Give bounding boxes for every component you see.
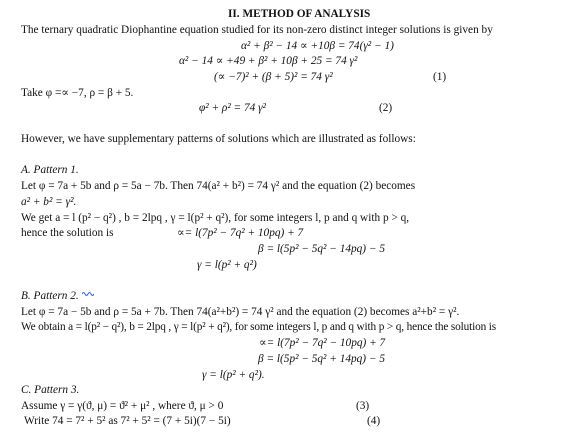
substitution-text: Take φ =∝ −7, ρ = β + 5. [21, 87, 134, 99]
equation-1: α² + β² − 14 ∝ +10β = 74(γ² − 1) [241, 40, 394, 52]
supplementary-paragraph: However, we have supplementary patterns of solutions which are illustrated as follows: [21, 133, 416, 145]
pattern-1-line-1: Let φ = 7a + 5b and ρ = 5a − 7b. Then 74(a² + b²) = 74 γ² and the equation (2) becomes [21, 180, 416, 192]
pattern-1-solution-alpha: ∝= l(7p² − 7q² + 10pq) + 7 [177, 227, 304, 239]
equation-4-number: (2) [379, 102, 393, 114]
pattern-1-solution-gamma: γ = l(p² + q²) [197, 259, 257, 271]
pattern-1-solution-beta: β = l(5p² − 5q² − 14pq) − 5 [258, 243, 385, 255]
pattern-2-solution-beta: β = l(5p² − 5q² + 14pq) − 5 [258, 353, 385, 365]
pattern-1-heading: A. Pattern 1. [21, 164, 79, 176]
pattern-1-line-3: We get a = l (p² − q²) , b = 2lpq , γ = l(p² + q²), for some integers l, p and q with p > q, [21, 212, 410, 224]
equation-3: (∝ −7)² + (β + 5)² = 74 γ² [214, 71, 333, 83]
spellcheck-squiggle [82, 291, 94, 296]
pattern-1-solution-label: hence the solution is [21, 227, 114, 239]
intro-paragraph: The ternary quadratic Diophantine equation studied for its non-zero distinct integer solutions is given by [21, 24, 493, 36]
equation-4-factor-number: (4) [367, 415, 381, 427]
pattern-2-solution-gamma: γ = l(p² + q²). [202, 369, 265, 381]
pattern-2-line-1: Let φ = 7a − 5b and ρ = 5a + 7b. Then 74(a²+b²) = 74 γ² and the equation (2) becomes a²+b² = γ². [21, 306, 460, 318]
equation-2: α² − 14 ∝ +49 + β² + 10β + 25 = 74 γ² [179, 55, 358, 67]
section-heading: II. METHOD OF ANALYSIS [228, 8, 371, 20]
pattern-2-heading: B. Pattern 2. [21, 290, 79, 302]
pattern-1-line-2: a² + b² = γ². [21, 196, 77, 208]
pattern-3-heading: C. Pattern 3. [21, 384, 80, 396]
pattern-3-line-2: Write 74 = 7² + 5² as 7² + 5² = (7 + 5i)(7 − 5i) [24, 415, 231, 427]
pattern-3-line-1: Assume γ = γ(ϑ, μ) = ϑ² + μ² , where ϑ, μ > 0 [21, 400, 224, 412]
equation-4: φ² + ρ² = 74 γ² [199, 102, 266, 114]
equation-3-number: (1) [433, 71, 447, 83]
equation-3-assumption-number: (3) [356, 400, 370, 412]
pattern-2-line-2: We obtain a = l(p² − q²), b = 2lpq , γ = l(p² + q²), for some integers l, p and q with p > q, hence the solution is [21, 321, 497, 333]
pattern-2-solution-alpha: ∝= l(7p² − 7q² − 10pq) + 7 [259, 337, 386, 349]
